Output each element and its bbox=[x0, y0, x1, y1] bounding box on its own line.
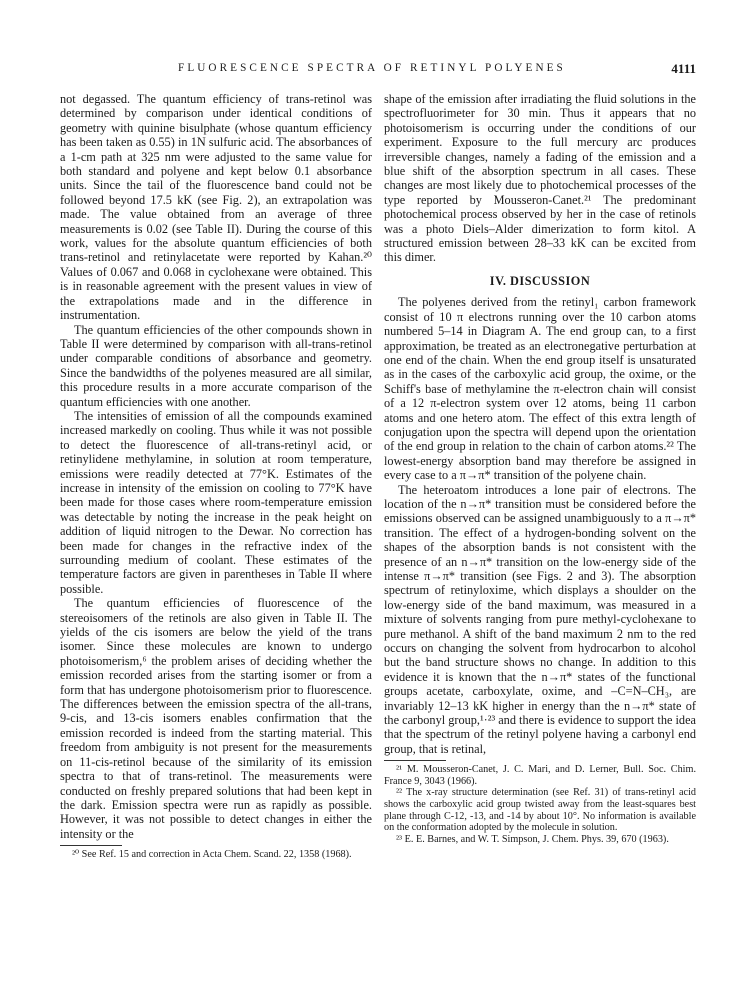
footnotes bbox=[60, 849, 372, 861]
right-column bbox=[384, 92, 696, 845]
page-number: 4111 bbox=[671, 61, 696, 76]
left-column bbox=[60, 92, 372, 861]
footnote: ²² The x-ray structure determination (see Ref. 31) of trans-retinyl acid shows the carboxylic acid group twisted away from the least-squares best plane through C-12, -13, and -14 by about 10°. No information is available on the conformation adopted by the molecule in solution. bbox=[384, 787, 696, 834]
body-paragraph: The polyenes derived from the retinyl₁ carbon framework consist of 10 π electrons running over the 10 carbon atoms numbered 5–14 in Diagram A. The end group can, to a first approximation, be treated as an electronegative perturbation at one end of the chain. When the end group itself is unsaturated as in the cases of the carboxylic acid group, the oxime, or the Schiff's base of methylamine the π-electron chain will consist of a 12 π-electron system over 12 atoms, being 11 carbon atoms and one hetero atom. The effect of this extra length of conjugation upon the spectra will depend upon the orientation of the end group in relation to the chain of carbon atoms.²² The lowest-energy absorption band may therefore be assigned in every case to a π→π* transition of the polyene chain. bbox=[384, 295, 696, 483]
footnote: ²³ E. E. Barnes, and W. T. Simpson, J. Chem. Phys. 39, 670 (1963). bbox=[396, 833, 669, 845]
body-paragraph: The quantum efficiencies of fluorescence of the stereoisomers of the retinols are also given in Table II. The yields of the cis isomers are below the yield of the trans isomer. Since these molecules are known to undergo photoisomerism,⁶ the problem arises of deciding whether the emission recorded arises from the starting isomer or from a form that has undergone photoisomerism prior to fluorescence. The differences between the emission spectra of the all-trans, 9-cis, and 13-cis isomers enables confirmation that the emission recorded is indeed from the starting material. This freedom from ambiguity is not present for the measurements on 11-cis-retinol because of the similarity of its emission spectra to that of trans-retinol. The measurements were conducted on freshly prepared solutions that had been kept in the dark. Emission spectra were run as rapidly as possible. However, it was not possible to detect changes in either the intensity or the bbox=[60, 596, 372, 841]
body-paragraph: The intensities of emission of all the compounds examined increased markedly on cooling. Thus while it was not possible to detect the fluorescence of all-trans-retinyl acid, or retinylidene methylamine, in solution at room temperature, emissions were readily detected at 77°K. Estimates of the increase in intensity of the emission on cooling to 77°K have been made for those cases where room-temperature emission was detectable by noting the increase in the peak height on addition of liquid nitrogen to the Dewar. No correction has been made for changes in the refractive index of the surrounding medium of coolant. These estimates of the temperature factors are given in parentheses in Table II where possible. bbox=[60, 408, 372, 596]
footnote-divider bbox=[384, 760, 446, 761]
running-header bbox=[60, 62, 696, 78]
footnote-divider bbox=[60, 845, 122, 846]
section-heading: IV. DISCUSSION bbox=[489, 273, 591, 288]
body-paragraph: The heteroatom introduces a lone pair of electrons. The location of the n→π* transition must be considered before the emissions observed can be assigned unambiguously to a π→π* transition. The effect of a hydrogen-bonding solvent on the shapes of the absorption bands is not consistent with the presence of an n→π* transition on the low-energy side of the intense π→π* transition (see Figs. 2 and 3). The absorption spectrum of retinyloxime, which displays a shoulder on the low-energy side of the band maximum, was measured in a mixture of solvents ranging from pure methyl-cyclohexane to pure methanol. A shift of the band maximum 2 nm to the red occurs on changing the solvent from hydrocarbon to alcohol but the band structure shows no change. In addition to this evidence it is known that the n→π* states of the functional groups acetate, carboxylate, oxime, and –C=N–CH₃, are invariably 12–13 kK higher in energy than the n→π* state of the carbonyl group,¹·²³ and there is evidence to support the idea that the spectrum of the retinyl polyene having a carbonyl end group, that is retinal, bbox=[384, 482, 696, 756]
footnote: ²⁰ See Ref. 15 and correction in Acta Chem. Scand. 22, 1358 (1968). bbox=[72, 849, 352, 861]
footnotes bbox=[384, 764, 696, 845]
body-paragraph: shape of the emission after irradiating the fluid solutions in the spectrofluorimeter for 30 min. Thus it appears that no photoisomerism is occurring under the conditions of our experiment. Exposure to the full mercury arc produces irreversible changes, namely a fading of the emission and a blue shift of the absorption spectrum in all cases. These changes are most likely due to photochemical processes of the type reported by Mousseron-Canet.²¹ The predominant photochemical process observed by her in the case of retinols was a photo Diels–Alder dimerization to form kitol. A structured emission between 28–33 kK can be excited from this dimer. bbox=[384, 92, 696, 265]
body-paragraph: not degassed. The quantum efficiency of trans-retinol was determined by comparison under identical conditions of geometry with quinine bisulphate (whose quantum efficiency has been taken as 0.55) in 1N sulfuric acid. The absorbances of a 1-cm path at 325 nm were adjusted to the same value for both standard and polyene and kept below 0.1 absorbance units. Since the tail of the fluorescence band could not be followed beyond 17.5 kK (see Fig. 2), an extrapolation was made. The value obtained from an average of three measurements is 0.02 (see Table II). During the course of this work, values for the absolute quantum efficiencies of both trans-retinol and retinylacetate were reported by Kahan.²⁰ Values of 0.067 and 0.068 in cyclohexane were obtained. This is in reasonable agreement with the present values in view of the extrapolations made and in the difference in instrumentation. bbox=[60, 92, 372, 323]
footnote: ²¹ M. Mousseron-Canet, J. C. Mari, and D. Lerner, Bull. Soc. Chim. France 9, 3043 (1966). bbox=[384, 764, 696, 787]
running-title: FLUORESCENCE SPECTRA OF RETINYL POLYENES bbox=[178, 62, 566, 74]
body-paragraph: The quantum efficiencies of the other compounds shown in Table II were determined by comparison with all-trans-retinol under comparable conditions of absorbance and geometry. Since the bandwidths of the polyenes measured are all similar, this procedure results in a more accurate comparison of the quantum efficiencies with one another. bbox=[60, 322, 372, 409]
